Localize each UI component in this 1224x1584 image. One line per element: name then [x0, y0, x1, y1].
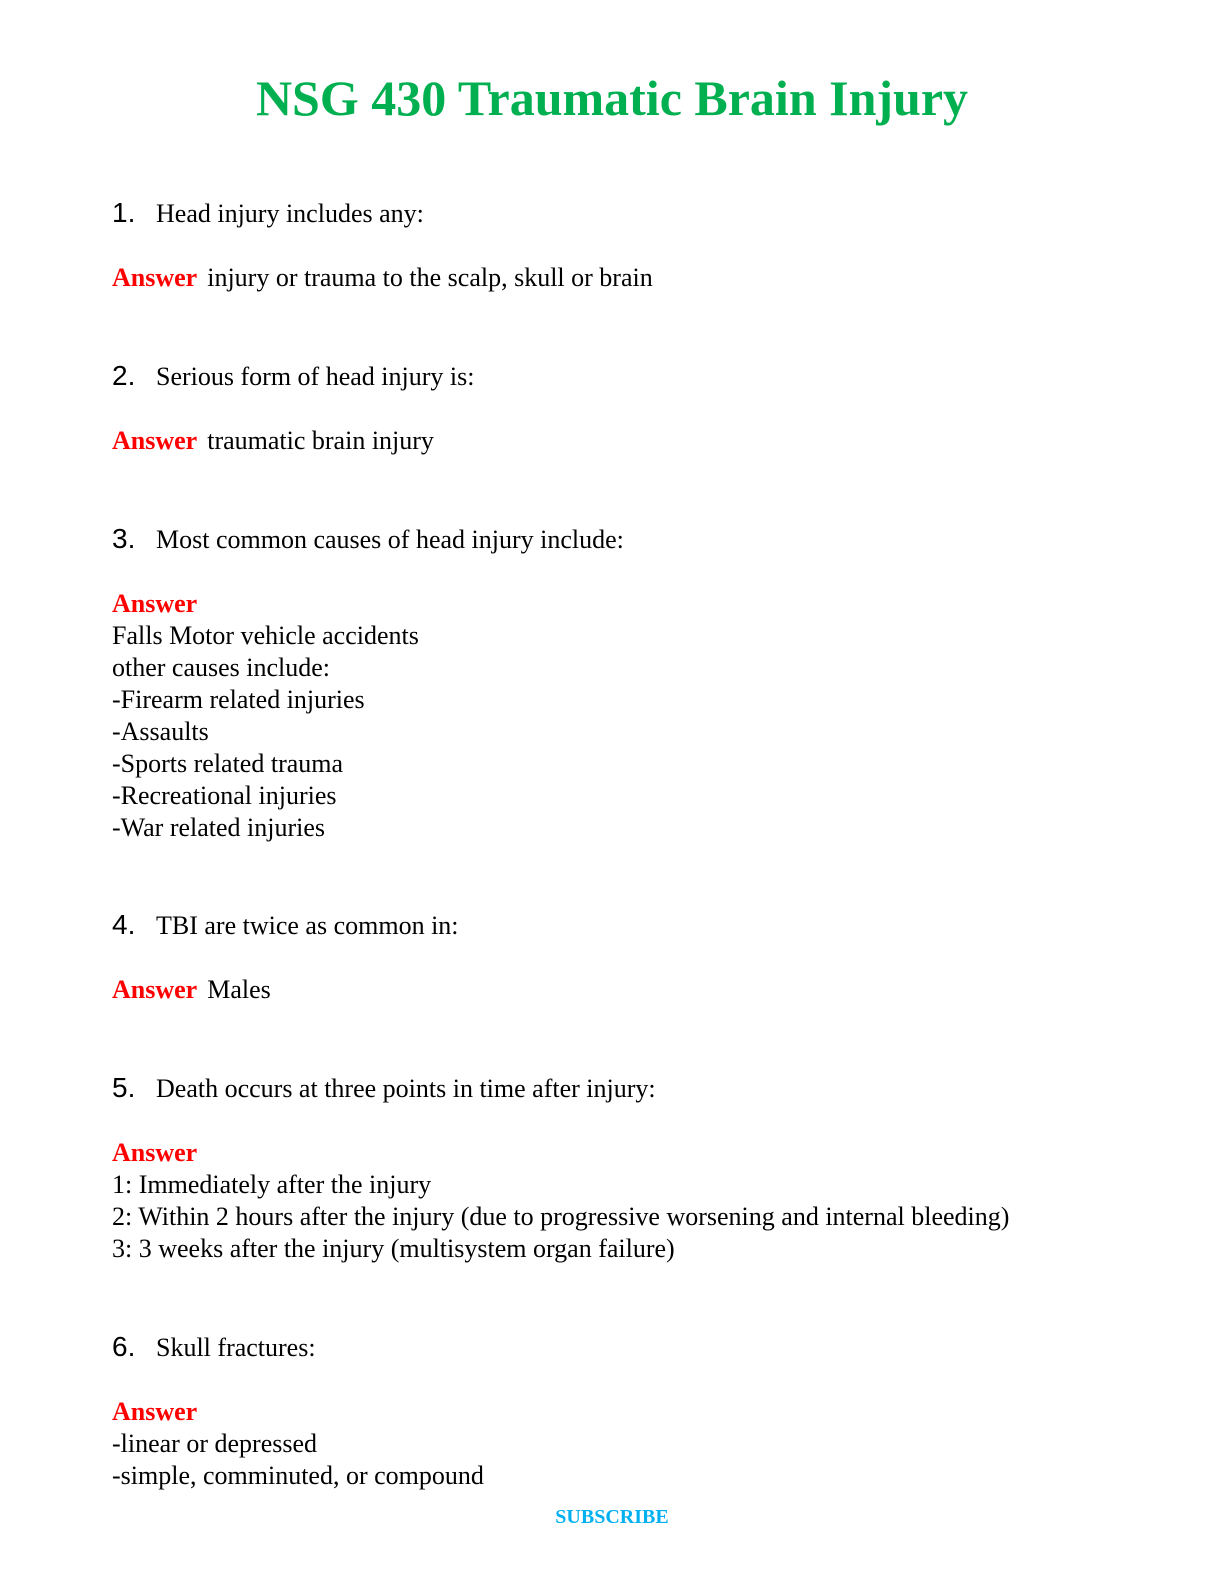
- answer-line: -simple, comminuted, or compound: [112, 1461, 484, 1490]
- subscribe-link[interactable]: SUBSCRIBE: [555, 1506, 669, 1528]
- question-number: 2.: [112, 360, 136, 391]
- answer-line: -War related injuries: [112, 813, 326, 842]
- question-number: 6.: [112, 1331, 136, 1362]
- answer-4: [112, 973, 271, 1007]
- question-text: Serious form of head injury is:: [156, 362, 475, 391]
- answer-line: -Firearm related injuries: [112, 685, 365, 714]
- answer-label: Answer: [112, 426, 198, 455]
- answer-text: injury or trauma to the scalp, skull or brain: [207, 263, 653, 292]
- answer-line: -Recreational injuries: [112, 781, 337, 810]
- answer-6: [112, 1396, 484, 1492]
- answer-label: Answer: [112, 1397, 198, 1426]
- answer-line: 1: Immediately after the injury: [112, 1170, 432, 1199]
- answer-line: -Sports related trauma: [112, 749, 344, 778]
- answer-label: Answer: [112, 975, 198, 1004]
- answer-label: Answer: [112, 263, 198, 292]
- answer-line: 2: Within 2 hours after the injury (due to progressive worsening and internal bleeding): [112, 1202, 1010, 1231]
- answer-text: traumatic brain injury: [207, 426, 434, 455]
- question-text: Death occurs at three points in time after injury:: [156, 1074, 656, 1103]
- answer-label: Answer: [112, 1138, 198, 1167]
- question-2: [112, 359, 474, 393]
- answer-2: [112, 424, 434, 458]
- question-number: 5.: [112, 1072, 136, 1103]
- question-text: Most common causes of head injury include:: [156, 525, 624, 554]
- answer-label: Answer: [112, 589, 198, 618]
- question-number: 1.: [112, 197, 136, 228]
- answer-line: Falls Motor vehicle accidents: [112, 621, 419, 650]
- question-1: [112, 196, 424, 230]
- question-text: Head injury includes any:: [156, 199, 424, 228]
- answer-line: -linear or depressed: [112, 1429, 318, 1458]
- answer-line: 3: 3 weeks after the injury (multisystem organ failure): [112, 1234, 675, 1263]
- question-text: Skull fractures:: [156, 1333, 316, 1362]
- question-3: [112, 522, 624, 556]
- question-number: 4.: [112, 909, 136, 940]
- question-text: TBI are twice as common in:: [156, 911, 459, 940]
- question-5: [112, 1071, 656, 1105]
- question-4: [112, 908, 459, 942]
- question-number: 3.: [112, 523, 136, 554]
- answer-text: Males: [207, 975, 271, 1004]
- answer-1: [112, 261, 653, 295]
- answer-5: [112, 1137, 1009, 1265]
- answer-line: -Assaults: [112, 717, 209, 746]
- answer-line: other causes include:: [112, 653, 331, 682]
- answer-3: [112, 588, 419, 844]
- page-title: NSG 430 Traumatic Brain Injury: [255, 70, 969, 126]
- question-6: [112, 1330, 316, 1364]
